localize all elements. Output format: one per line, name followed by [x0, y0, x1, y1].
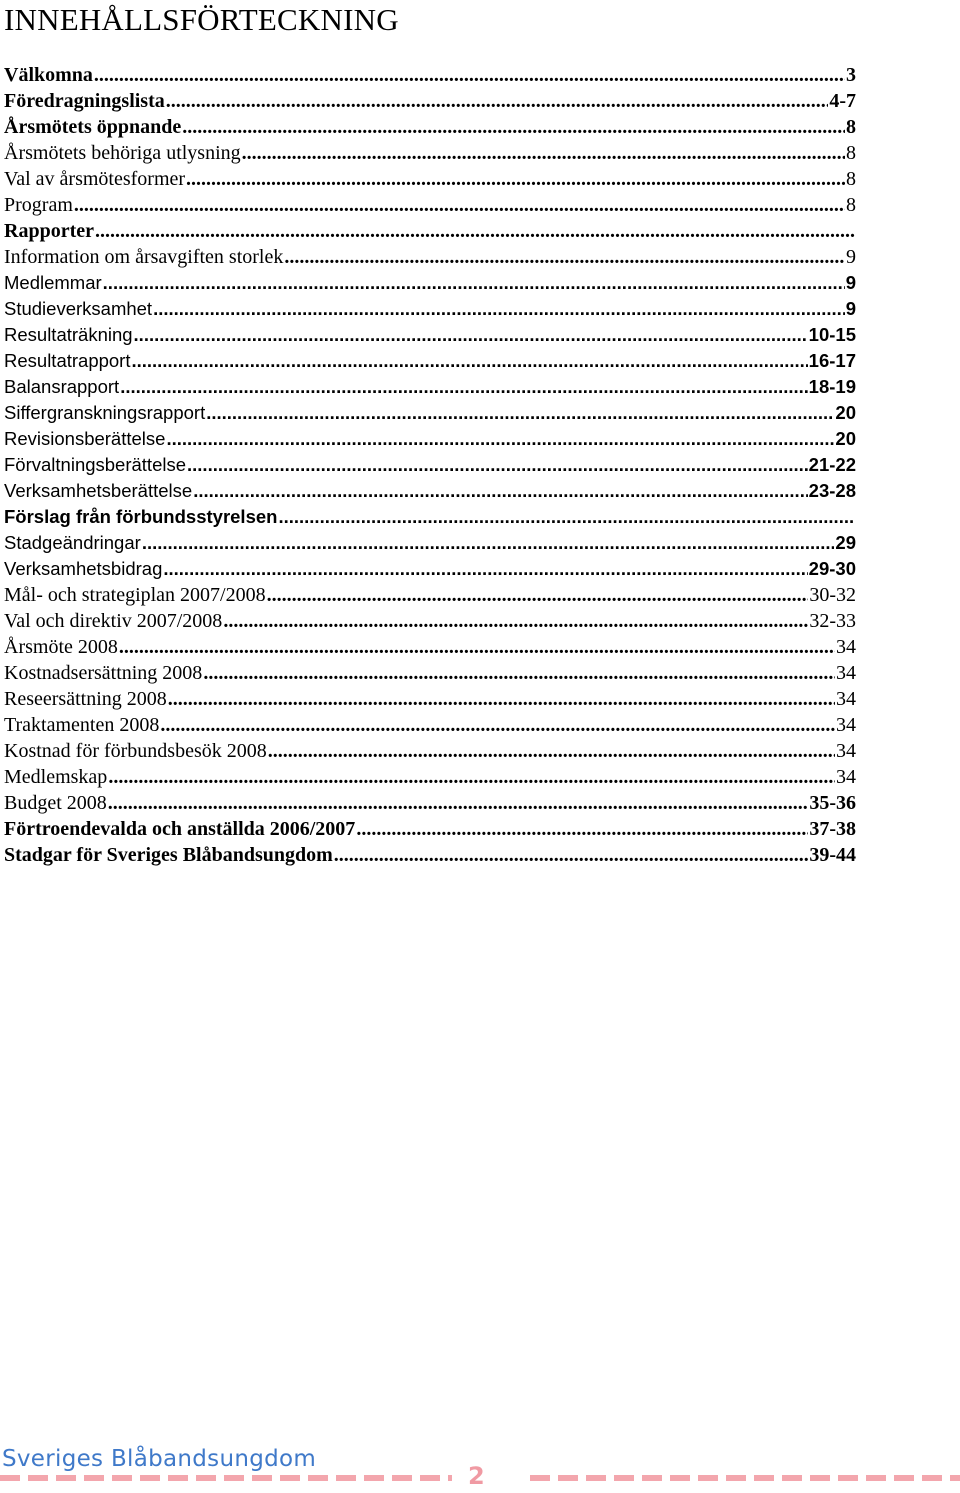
- toc-entry-pages: 29: [835, 532, 856, 553]
- toc-entry[interactable]: [4, 452, 856, 478]
- toc-entry-label: Studieverksamhet: [4, 298, 153, 319]
- toc-entry[interactable]: [4, 348, 856, 374]
- toc-entry[interactable]: [4, 556, 856, 582]
- toc-entry-pages: 34: [836, 662, 856, 684]
- toc-entry-pages: 20: [835, 428, 856, 449]
- toc-entry[interactable]: [4, 582, 856, 608]
- toc-entry-label: Verksamhetsberättelse: [4, 480, 193, 501]
- toc-entry[interactable]: [4, 634, 856, 660]
- toc-entry[interactable]: [4, 244, 856, 270]
- dot-leader: [268, 738, 835, 764]
- dot-leader: [119, 634, 835, 660]
- dot-leader: [74, 192, 845, 218]
- dot-leader: [182, 114, 845, 140]
- toc-entry-pages: 32-33: [809, 610, 856, 632]
- toc-entry-label: Medlemskap: [4, 766, 108, 788]
- toc-entry-label: Reseersättning 2008: [4, 688, 167, 710]
- toc-entry-label: Förtroendevalda och anställda 2006/2007: [4, 818, 356, 840]
- toc-entry-pages: 20: [835, 402, 856, 423]
- footer-dash-rule-right: [530, 1475, 960, 1481]
- toc-entry-pages: 34: [836, 766, 856, 788]
- toc-entry[interactable]: [4, 426, 856, 452]
- dot-leader: [187, 452, 808, 478]
- dot-leader: [120, 374, 807, 400]
- toc-entry-label: Förvaltningsberättelse: [4, 454, 187, 475]
- toc-entry-label: Föredragningslista: [4, 90, 165, 112]
- toc-entry-label: Balansrapport: [4, 376, 120, 397]
- toc-entry[interactable]: [4, 296, 856, 322]
- toc-entry-pages: 8: [846, 168, 856, 190]
- toc-entry-label: Val av årsmötesformer: [4, 168, 186, 190]
- toc-entry-pages: 30-32: [809, 584, 856, 606]
- toc-entry-label: Medlemmar: [4, 272, 102, 293]
- toc-entry-label: Förslag från förbundsstyrelsen: [4, 506, 278, 527]
- toc-entry[interactable]: [4, 816, 856, 842]
- dot-leader: [103, 270, 845, 296]
- dot-leader: [203, 660, 835, 686]
- toc-entry-label: Revisionsberättelse: [4, 428, 166, 449]
- dot-leader: [278, 504, 855, 530]
- dot-leader: [131, 348, 807, 374]
- toc-entry-pages: 37-38: [809, 818, 856, 840]
- dot-leader: [153, 296, 845, 322]
- toc-entry-pages: 9: [846, 246, 856, 268]
- toc-entry[interactable]: [4, 530, 856, 556]
- toc-entry[interactable]: [4, 192, 856, 218]
- toc-entry-pages: 34: [836, 688, 856, 710]
- toc-entry-pages: 18-19: [808, 376, 856, 397]
- toc-entry-label: Årsmöte 2008: [4, 636, 118, 658]
- toc-entry-pages: 21-22: [808, 454, 856, 475]
- dot-leader: [108, 790, 809, 816]
- dot-leader: [267, 582, 809, 608]
- toc-entry-pages: 16-17: [808, 350, 856, 371]
- dot-leader: [160, 712, 835, 738]
- dot-leader: [242, 140, 845, 166]
- toc-entry[interactable]: [4, 504, 856, 530]
- toc-entry-pages: 34: [836, 714, 856, 736]
- toc-entry[interactable]: [4, 790, 856, 816]
- dot-leader: [356, 816, 808, 842]
- toc-entry-pages: 39-44: [809, 844, 856, 866]
- toc-entry[interactable]: [4, 686, 856, 712]
- toc-entry[interactable]: [4, 218, 856, 244]
- dot-leader: [166, 426, 834, 452]
- toc-entry-label: Årsmötets öppnande: [4, 116, 182, 138]
- dot-leader: [284, 244, 845, 270]
- toc-entry[interactable]: [4, 270, 856, 296]
- toc-entry[interactable]: [4, 400, 856, 426]
- toc-entry-label: Budget 2008: [4, 792, 107, 814]
- table-of-contents: [4, 62, 856, 868]
- toc-entry[interactable]: [4, 140, 856, 166]
- toc-entry-label: Information om årsavgiften storlek: [4, 246, 284, 268]
- footer-brand-logo: Sveriges Blåbandsungdom: [2, 1446, 317, 1472]
- toc-entry[interactable]: [4, 166, 856, 192]
- toc-entry-label: Program: [4, 194, 73, 216]
- toc-entry-pages: 23-28: [808, 480, 856, 501]
- dot-leader: [142, 530, 835, 556]
- dot-leader: [186, 166, 845, 192]
- toc-entry[interactable]: [4, 374, 856, 400]
- toc-entry[interactable]: [4, 712, 856, 738]
- dot-leader: [94, 62, 845, 88]
- toc-entry-pages: 8: [846, 194, 856, 216]
- dot-leader: [193, 478, 807, 504]
- toc-entry[interactable]: [4, 764, 856, 790]
- dot-leader: [134, 322, 808, 348]
- toc-entry-label: Årsmötets behöriga utlysning: [4, 142, 241, 164]
- toc-entry-pages: 35-36: [809, 792, 856, 814]
- dot-leader: [95, 218, 855, 244]
- toc-entry[interactable]: [4, 478, 856, 504]
- dot-leader: [163, 556, 807, 582]
- toc-entry[interactable]: [4, 738, 856, 764]
- toc-entry-pages: 34: [836, 740, 856, 762]
- toc-entry-label: Kostnad för förbundsbesök 2008: [4, 740, 267, 762]
- toc-entry-label: Mål- och strategiplan 2007/2008: [4, 584, 266, 606]
- toc-entry-label: Stadgeändringar: [4, 532, 141, 553]
- toc-entry-label: Stadgar för Sveriges Blåbandsungdom: [4, 844, 333, 866]
- footer-dash-rule-left: [0, 1475, 452, 1481]
- toc-entry[interactable]: [4, 88, 856, 114]
- toc-entry-label: Kostnadsersättning 2008: [4, 662, 203, 684]
- toc-entry[interactable]: [4, 842, 856, 868]
- toc-entry-pages: 8: [846, 142, 856, 164]
- toc-entry-pages: 10-15: [808, 324, 856, 345]
- toc-entry[interactable]: [4, 322, 856, 348]
- page-title: INNEHÅLLSFÖRTECKNING: [4, 2, 399, 37]
- dot-leader: [206, 400, 834, 426]
- toc-entry-pages: 3: [846, 64, 856, 86]
- dot-leader: [108, 764, 835, 790]
- toc-entry-label: Resultaträkning: [4, 324, 133, 345]
- dot-leader: [334, 842, 809, 868]
- toc-entry[interactable]: [4, 62, 856, 88]
- toc-entry-label: Välkomna: [4, 64, 93, 86]
- toc-entry-pages: 9: [845, 272, 856, 293]
- dot-leader: [168, 686, 835, 712]
- toc-entry-label: Rapporter: [4, 220, 94, 242]
- toc-entry[interactable]: [4, 660, 856, 686]
- toc-entry-label: Resultatrapport: [4, 350, 131, 371]
- toc-entry-pages: 4-7: [829, 90, 856, 112]
- dot-leader: [166, 88, 829, 114]
- toc-entry-label: Traktamenten 2008: [4, 714, 160, 736]
- page-number: 2: [468, 1462, 485, 1490]
- toc-entry-pages: 8: [846, 116, 856, 138]
- toc-entry-pages: 9: [845, 298, 856, 319]
- toc-entry[interactable]: [4, 114, 856, 140]
- toc-entry[interactable]: [4, 608, 856, 634]
- toc-entry-label: Val och direktiv 2007/2008: [4, 610, 223, 632]
- dot-leader: [223, 608, 808, 634]
- toc-entry-label: Verksamhetsbidrag: [4, 558, 163, 579]
- toc-entry-pages: 29-30: [808, 558, 856, 579]
- toc-entry-pages: 34: [836, 636, 856, 658]
- toc-entry-label: Siffergranskningsrapport: [4, 402, 206, 423]
